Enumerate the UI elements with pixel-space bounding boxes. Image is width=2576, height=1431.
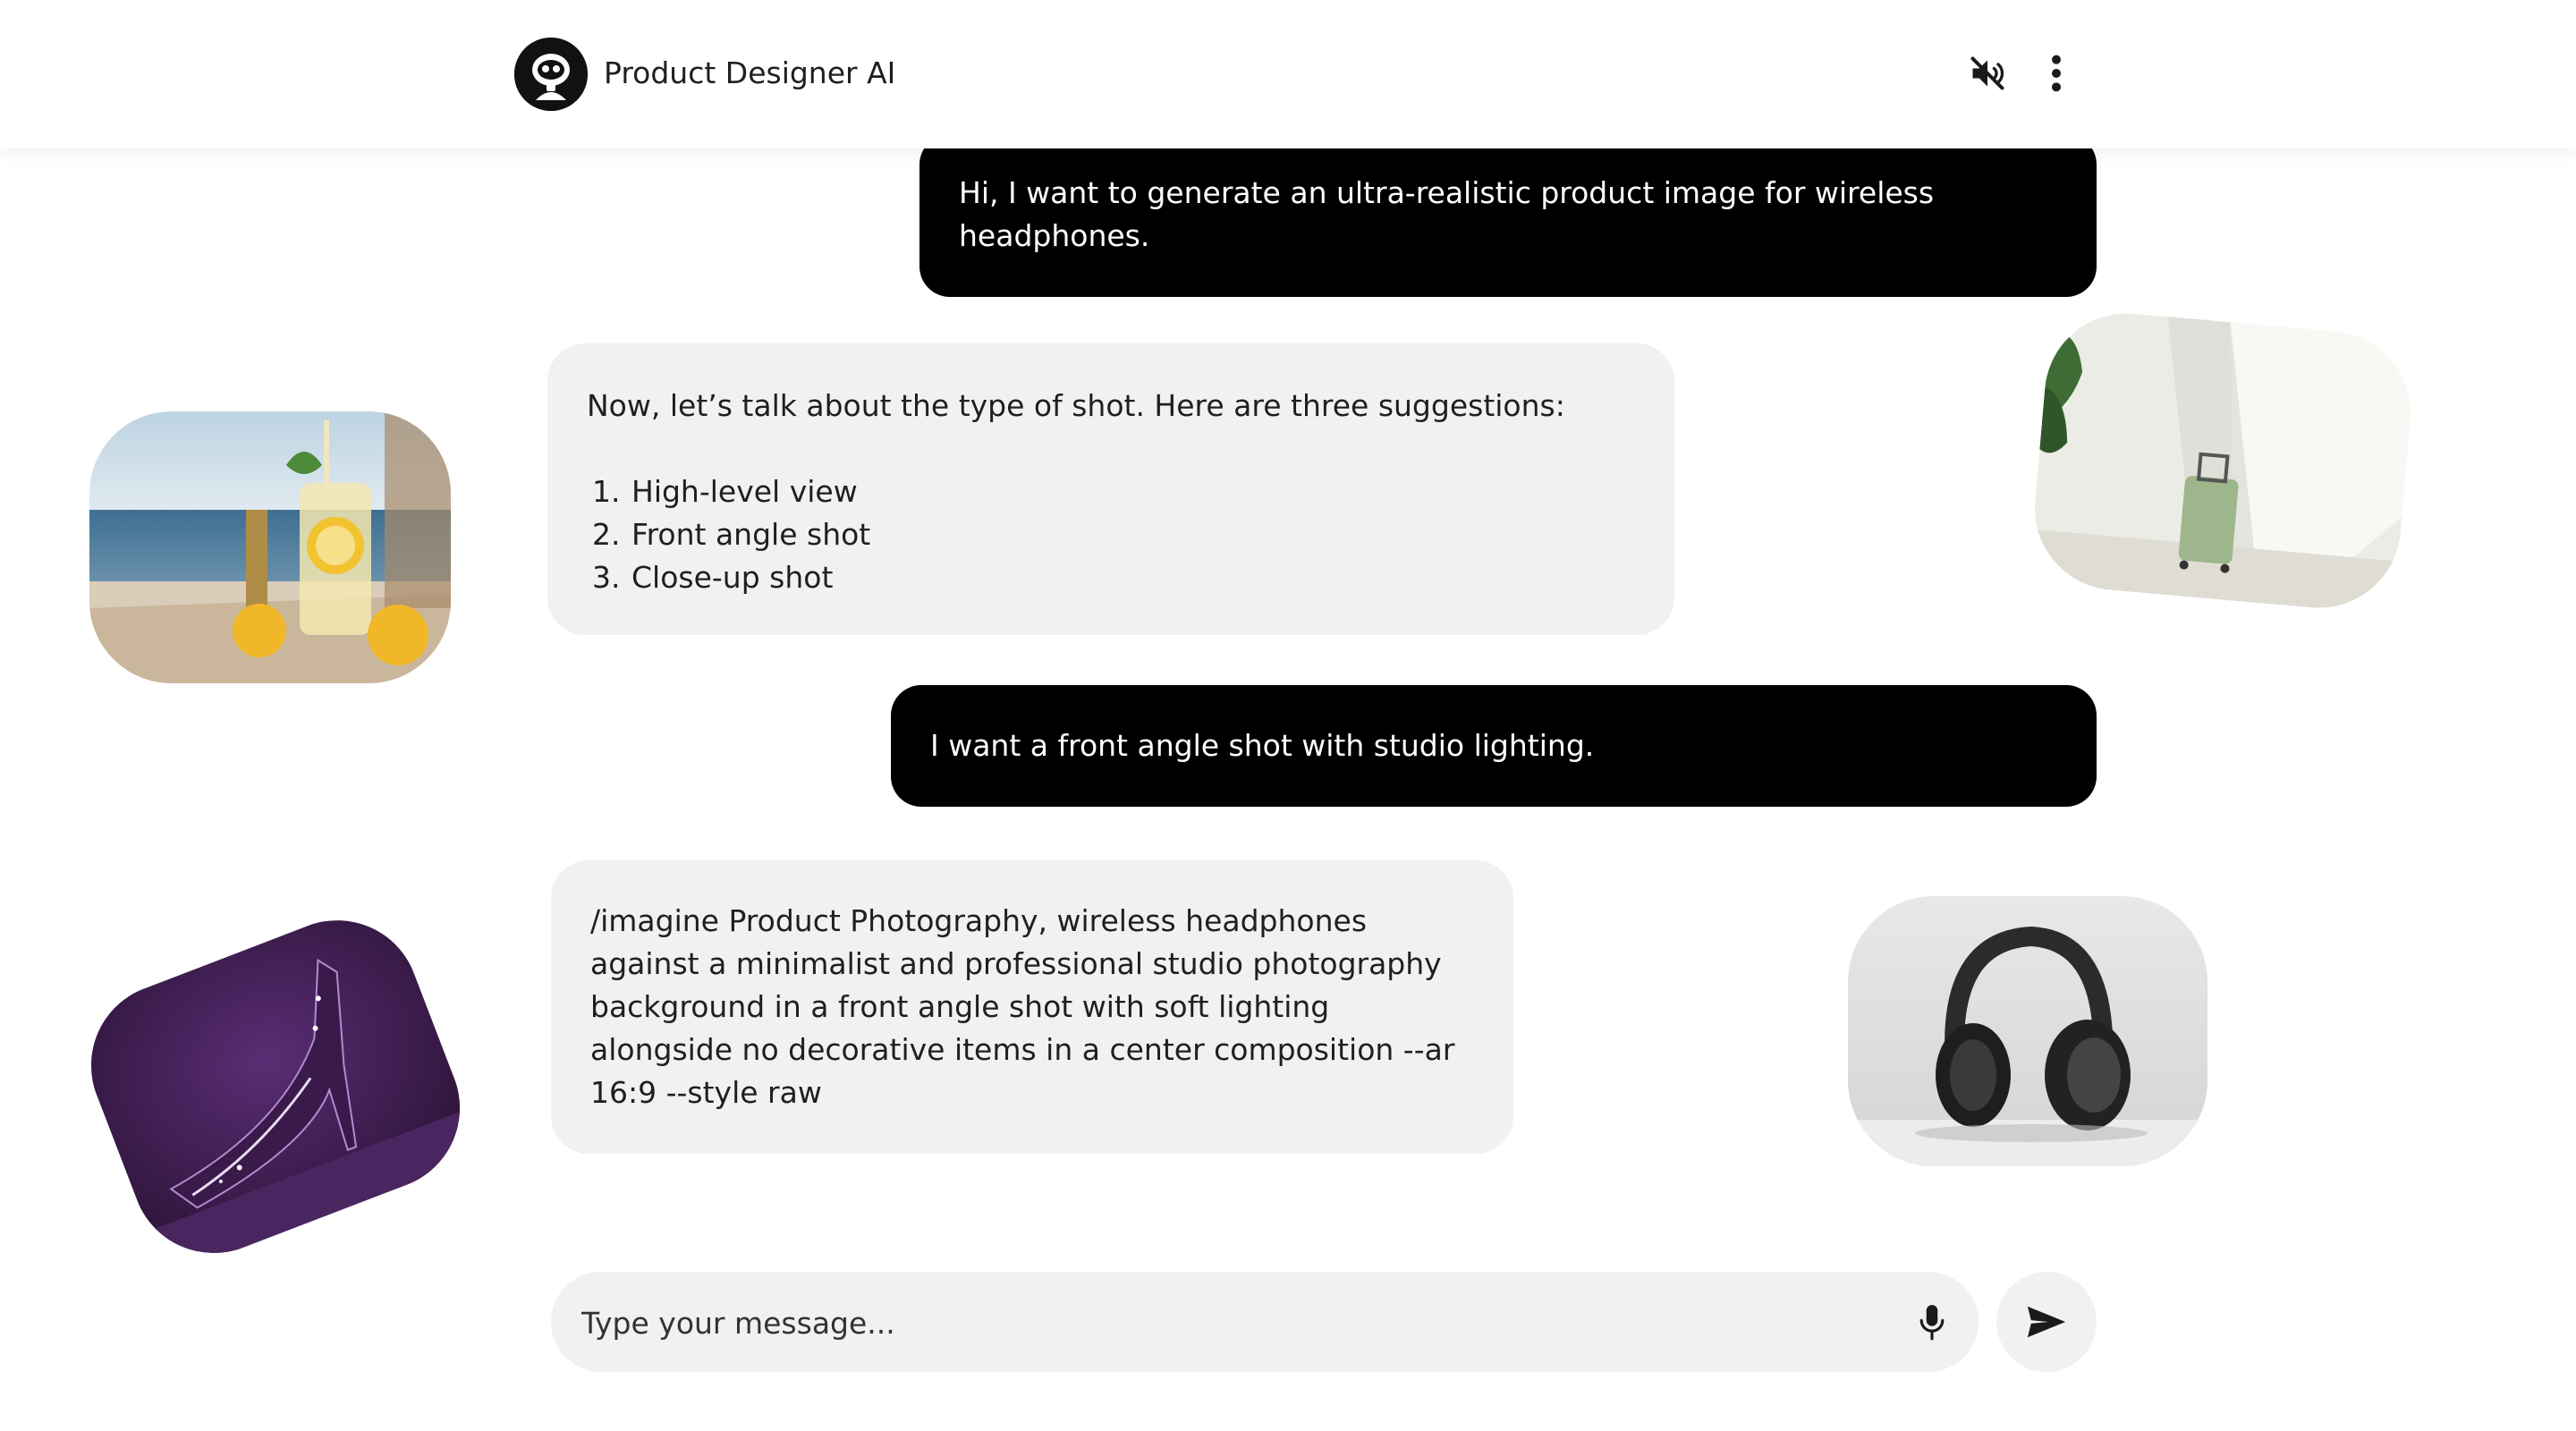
volume-off-icon	[1968, 54, 2007, 93]
suggestion-item: 3. Close-up shot	[630, 556, 1635, 599]
message-text: I want a front angle shot with studio lighting.	[930, 728, 1595, 763]
suggestion-item: 2. Front angle shot	[630, 513, 1635, 556]
send-icon	[2026, 1304, 2067, 1340]
send-button[interactable]	[1996, 1272, 2097, 1372]
message-composer	[551, 1272, 1979, 1372]
user-message	[919, 134, 2097, 297]
user-message	[891, 685, 2097, 807]
more-options-button[interactable]	[2028, 45, 2085, 102]
high-heel-product-image	[67, 896, 484, 1277]
more-vertical-icon	[2047, 53, 2065, 94]
luggage-product-image	[2028, 307, 2417, 615]
app-title: Product Designer AI	[604, 55, 896, 90]
assistant-message	[551, 860, 1513, 1154]
message-text: Hi, I want to generate an ultra-realistic product image for wireless headphones.	[959, 175, 1935, 253]
headphones-product-image	[1848, 896, 2207, 1166]
microphone-icon	[1915, 1302, 1949, 1342]
message-text: Now, let’s talk about the type of shot. Here are three suggestions:	[587, 388, 1565, 423]
message-text: /imagine Product Photography, wireless headphones against a minimalist and professional studio photography background in a front angle shot with soft lighting alongside no decorative items in a center composition --ar 16:9 --style raw	[590, 903, 1455, 1110]
mute-button[interactable]	[1959, 45, 2016, 102]
suggestion-list	[587, 470, 1635, 599]
app-header	[0, 0, 2576, 148]
suggestion-item: 1. High-level view	[630, 470, 1635, 513]
lemonade-product-image	[89, 411, 451, 683]
message-input[interactable]	[580, 1272, 1871, 1374]
voice-input-button[interactable]	[1907, 1297, 1957, 1347]
assistant-message	[547, 343, 1674, 635]
robot-avatar-icon	[514, 38, 588, 111]
